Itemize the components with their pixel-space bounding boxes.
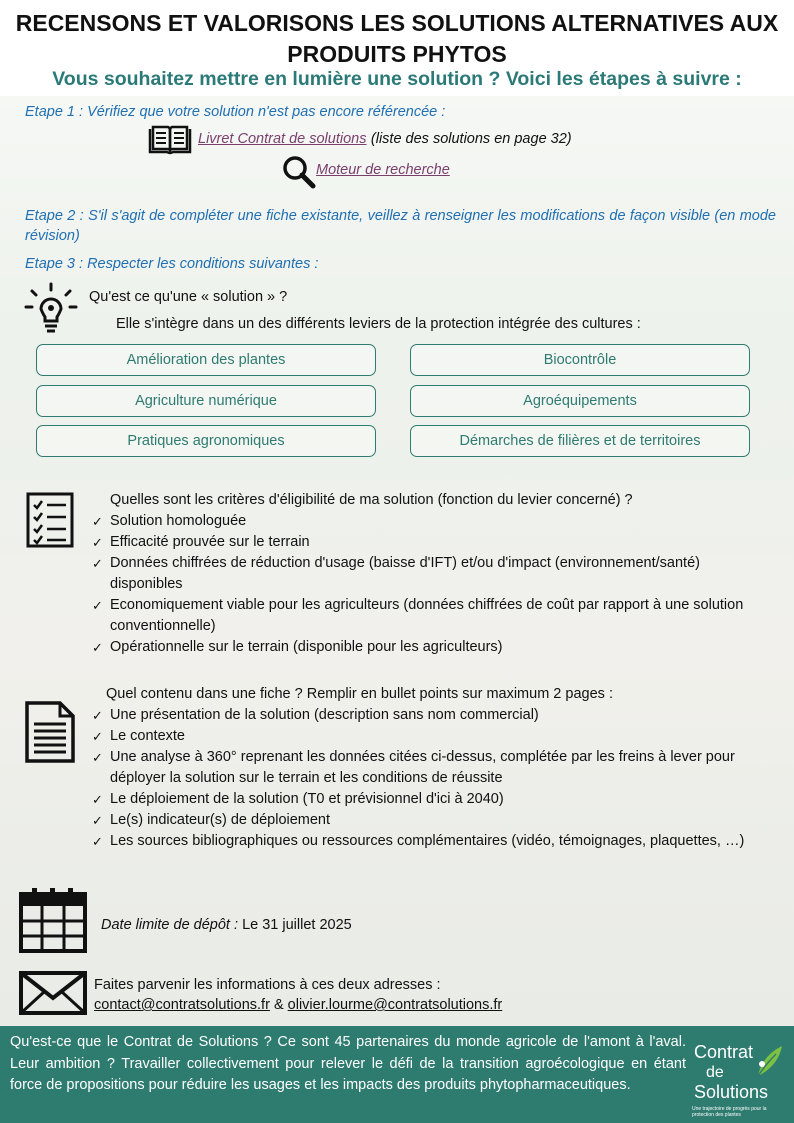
criteria-item: ✓ Opérationnelle sur le terrain (disponible pour les agriculteurs) (92, 637, 772, 658)
document-icon (24, 700, 76, 764)
email-separator: & (273, 997, 284, 1013)
contact-intro: Faites parvenir les informations à ces deux adresses : (94, 977, 441, 993)
booklet-link[interactable]: Livret Contrat de solutions (198, 131, 367, 147)
lever-box: Agroéquipements (410, 385, 750, 417)
solution-answer: Elle s'intègre dans un des différents leviers de la protection intégrée des cultures : (116, 316, 641, 332)
content-item: ✓ Les sources bibliographiques ou ressources complémentaires (vidéo, témoignages, plaquettes, …) (92, 831, 772, 852)
step2-label: Etape 2 : S'il s'agit de compléter une fiche existante, veillez à renseigner les modifications de façon visible (en mode révision) (25, 208, 776, 244)
content-item: ✓ Une analyse à 360° reprenant les données citées ci-dessus, complétée par les freins à lever pour déployer la solution sur le terrain et les conditions de réussite (92, 747, 772, 789)
contrat-de-solutions-logo: Contrat de Solutions Une trajectoire de progrès pour la protection des plantes (690, 1038, 788, 1118)
criteria-item: ✓ Efficacité prouvée sur le terrain (92, 532, 772, 553)
search-engine-link[interactable]: Moteur de recherche (316, 162, 450, 178)
magnifier-icon (281, 154, 317, 190)
criteria-list (92, 511, 772, 658)
lever-box: Pratiques agronomiques (36, 425, 376, 457)
envelope-icon (18, 970, 88, 1016)
leaf-logo-icon (752, 1042, 786, 1078)
content-item: ✓ Une présentation de la solution (description sans nom commercial) (92, 705, 772, 726)
content-question: Quel contenu dans une fiche ? Remplir en bullet points sur maximum 2 pages : (106, 686, 613, 702)
booklet-note: (liste des solutions en page 32) (370, 131, 572, 147)
step3-label: Etape 3 : Respecter les conditions suivantes : (25, 256, 319, 272)
book-icon (147, 125, 193, 157)
content-item: ✓ Le contexte (92, 726, 772, 747)
criteria-question: Quelles sont les critères d'éligibilité de ma solution (fonction du levier concerné) ? (110, 492, 633, 508)
criteria-item: ✓ Economiquement viable pour les agriculteurs (données chiffrées de coût par rapport à une solution conventionnelle) (92, 595, 772, 637)
lever-box: Amélioration des plantes (36, 344, 376, 376)
criteria-item: ✓ Données chiffrées de réduction d'usage (baisse d'IFT) et/ou d'impact (environnement/santé) disponibles (92, 553, 772, 595)
lightbulb-icon (24, 282, 78, 336)
content-item: ✓ Le(s) indicateur(s) de déploiement (92, 810, 772, 831)
content-item: ✓ Le déploiement de la solution (T0 et prévisionnel d'ici à 2040) (92, 789, 772, 810)
lever-box: Démarches de filières et de territoires (410, 425, 750, 457)
footer-text: Qu'est-ce que le Contrat de Solutions ? Ce sont 45 partenaires du monde agricole de l'amont à l'aval. Leur ambition ? Travailler collectivement pour relever le défi de la transition agroécologique en étant force de propositions pour réduire les usages et les impacts des produits phytopharmaceutiques. (10, 1034, 686, 1093)
email-link-olivier[interactable]: olivier.lourme@contratsolutions.fr (287, 997, 503, 1013)
page-title: RECENSONS ET VALORISONS LES SOLUTIONS ALTERNATIVES AUX PRODUITS PHYTOS (15, 10, 779, 67)
calendar-icon (18, 886, 88, 954)
solution-question: Qu'est ce qu'une « solution » ? (89, 289, 288, 305)
email-link-contact[interactable]: contact@contratsolutions.fr (94, 997, 270, 1013)
checklist-icon (26, 492, 74, 548)
subtitle: Vous souhaitez mettre en lumière une solution ? Voici les étapes à suivre : (52, 68, 742, 90)
lever-box: Agriculture numérique (36, 385, 376, 417)
content-list (92, 705, 772, 852)
step1-label: Etape 1 : Vérifiez que votre solution n'est pas encore référencée : (25, 104, 446, 120)
criteria-item: ✓ Solution homologuée (92, 511, 772, 532)
lever-box: Biocontrôle (410, 344, 750, 376)
deadline-label: Date limite de dépôt : (101, 917, 239, 933)
deadline-value: Le 31 juillet 2025 (242, 917, 352, 933)
